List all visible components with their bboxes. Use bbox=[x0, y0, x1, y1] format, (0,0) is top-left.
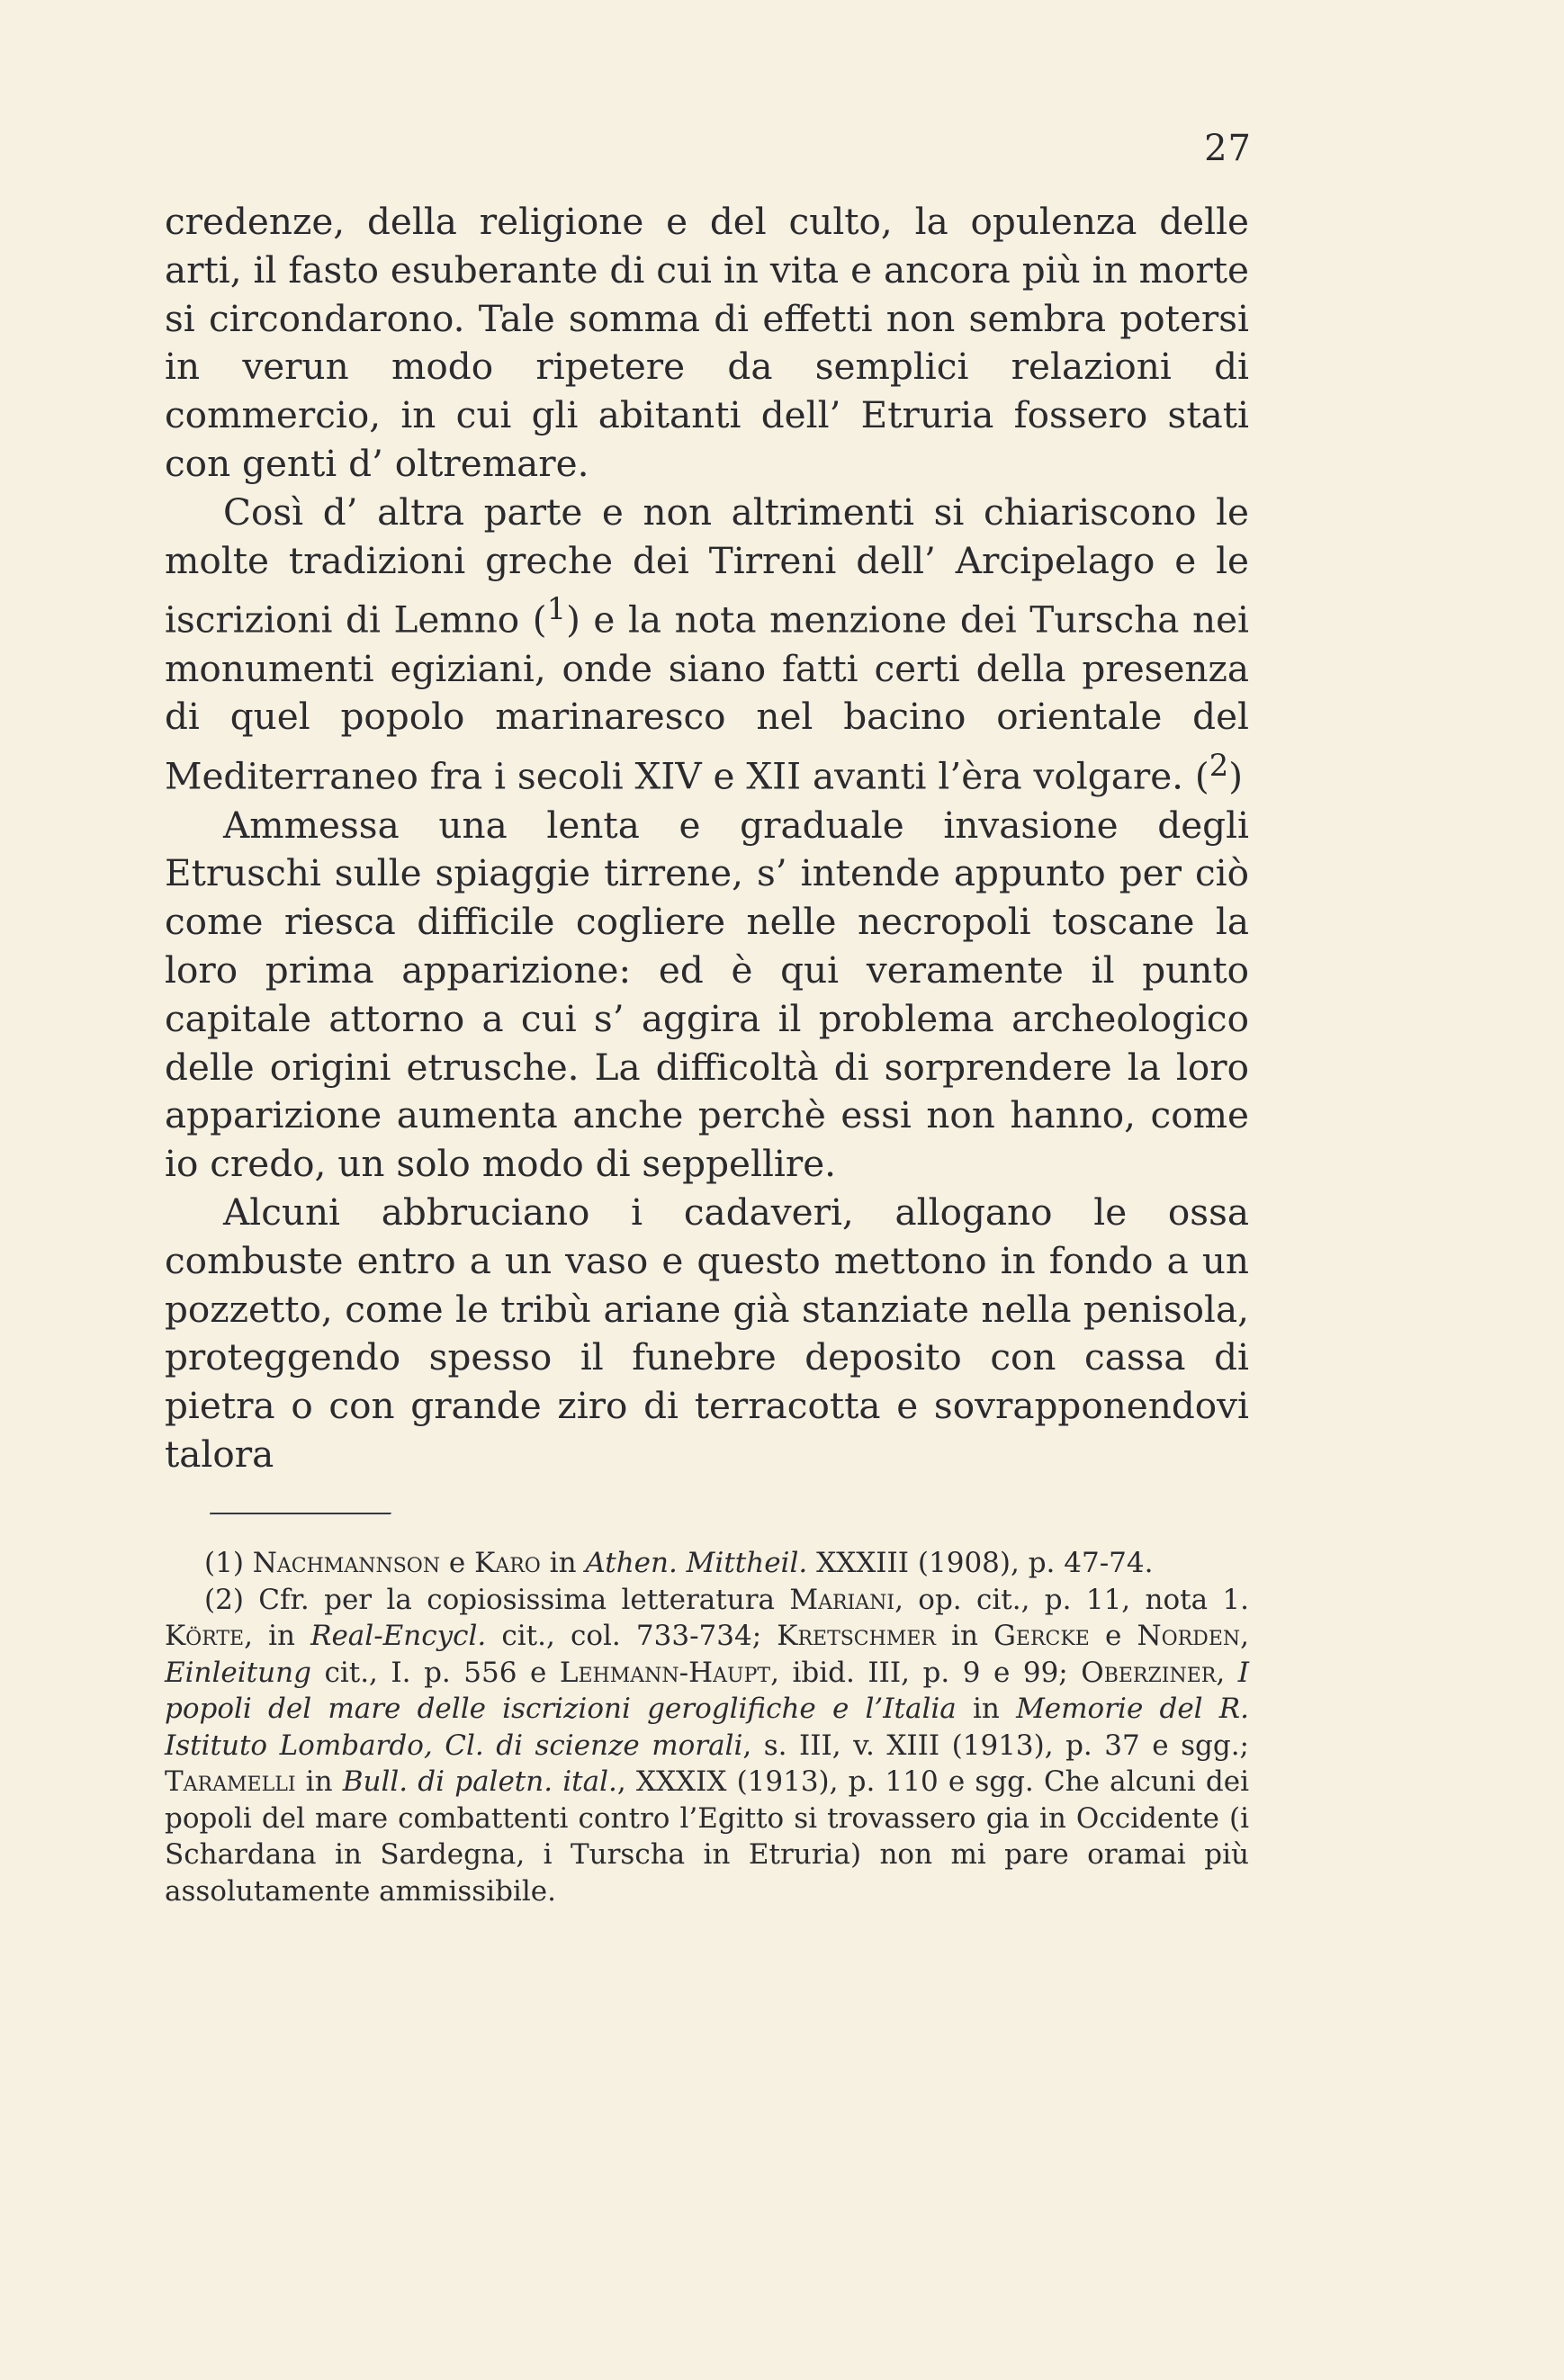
text-run: Così d’ altra parte e non altrimenti si chiariscono le molte tradizioni greche dei Tirreni dell’ Arcipelago e le iscrizioni di Lemno ( bbox=[165, 489, 1249, 642]
text-run: ) e la nota menzione dei Turscha nei monumenti egiziani, onde siano fatti certi della presenza di quel popolo marinaresco nel bacino orientale del Mediterraneo fra i secoli XIV e XII avanti l’èra volgare. ( bbox=[165, 597, 1249, 798]
text-run: e bbox=[440, 1547, 475, 1579]
text-run: , in bbox=[244, 1620, 311, 1652]
text-run: in bbox=[956, 1693, 1017, 1725]
text-run: in bbox=[540, 1547, 586, 1579]
footnotes bbox=[165, 1545, 1249, 1909]
text-run: cit., col. 733-734; bbox=[486, 1620, 778, 1652]
footnote-marker: (2) bbox=[204, 1583, 259, 1616]
footnote bbox=[165, 1545, 1249, 1582]
text-run: , op. cit., p. 11, nota 1. bbox=[894, 1583, 1250, 1616]
author-name: Oberziner bbox=[1081, 1656, 1217, 1689]
italic-title: Athen. Mittheil. bbox=[585, 1547, 808, 1579]
text-run: ) bbox=[1228, 754, 1244, 798]
italic-title: Bull. di paletn. ital. bbox=[342, 1765, 617, 1798]
text-run: , bbox=[1240, 1620, 1249, 1652]
text-run: Ammessa una lenta e graduale invasione degli Etruschi sulle spiaggie tirrene, s’ intende appunto per ciò come riesca difficile cogliere nelle necropoli toscane la loro prima apparizione: ed è qui veramente il punto capitale attorno a cui s’ aggira il problema archeologico delle origini etrusche. La difficoltà di sorprendere la loro apparizione aumenta anche perchè essi non hanno, come io credo, un solo modo di seppellire. bbox=[165, 803, 1249, 1186]
paragraph bbox=[165, 198, 1249, 489]
paragraph bbox=[165, 489, 1249, 802]
paragraph bbox=[165, 802, 1249, 1189]
author-name: Gercke bbox=[993, 1620, 1090, 1652]
footnote-reference: 2 bbox=[1209, 748, 1229, 784]
text-run: , XXXIX (1913), p. 110 e sgg. Che alcuni dei popoli del mare combattenti contro l’Egitto si trovassero gia in Occidente (i Schardana in Sardegna, i Turscha in Etruria) non mi pare oramai più assolutamente ammissibile. bbox=[165, 1765, 1249, 1908]
text-run: , bbox=[1216, 1656, 1238, 1689]
author-name: Kretschmer bbox=[777, 1620, 936, 1652]
footnote-marker: (1) bbox=[204, 1547, 253, 1579]
author-name: Körte bbox=[165, 1620, 245, 1652]
text-run: in bbox=[295, 1765, 343, 1798]
text-run: credenze, della religione e del culto, la opulenza delle arti, il fasto esuberante di cui in vita e ancora più in morte si circondarono. Tale somma di effetti non sembra potersi in verun modo ripetere da semplici relazioni di commercio, in cui gli abitanti dell’ Etruria fossero stati con genti d’ oltremare. bbox=[165, 200, 1249, 485]
footnote-reference: 1 bbox=[546, 591, 567, 627]
paragraph bbox=[165, 1189, 1249, 1479]
author-name: Norden bbox=[1137, 1620, 1241, 1652]
italic-title: I popoli del mare delle iscrizioni geroglifiche e l’Italia bbox=[165, 1656, 1249, 1725]
author-name: Taramelli bbox=[165, 1765, 296, 1798]
author-name: Karo bbox=[474, 1547, 541, 1579]
text-run: Alcuni abbruciano i cadaveri, allogano le ossa combuste entro a un vaso e questo mettono in fondo a un pozzetto, come le tribù ariane già stanziate nella penisola, proteggendo spesso il funebre deposito con cassa di pietra o con grande ziro di terracotta e sovrapponendovi talora bbox=[165, 1190, 1249, 1476]
footnote bbox=[165, 1582, 1249, 1910]
text-run: Cfr. per la copiosissima letteratura bbox=[258, 1583, 790, 1616]
page-number: 27 bbox=[1204, 128, 1252, 169]
author-name: Nachmannson bbox=[252, 1547, 441, 1579]
text-run: , s. III, v. XIII (1913), p. 37 e sgg.; bbox=[742, 1729, 1249, 1762]
italic-title: Memorie del R. Istituto Lombardo, Cl. di scienze morali bbox=[165, 1693, 1249, 1762]
text-run: in bbox=[935, 1620, 994, 1652]
text-run: e bbox=[1089, 1620, 1137, 1652]
text-run: XXXIII (1908), p. 47-74. bbox=[807, 1547, 1154, 1579]
text-run: , ibid. III, p. 9 e 99; bbox=[770, 1656, 1082, 1689]
author-name: Mariani bbox=[789, 1583, 895, 1616]
italic-title: Real-Encycl. bbox=[310, 1620, 487, 1652]
italic-title: Einleitung bbox=[165, 1656, 311, 1689]
body-text bbox=[165, 198, 1249, 1479]
text-run: cit., I. p. 556 e bbox=[310, 1656, 560, 1689]
author-name: Lehmann-Haupt bbox=[559, 1656, 771, 1689]
footnote-rule bbox=[210, 1513, 391, 1515]
